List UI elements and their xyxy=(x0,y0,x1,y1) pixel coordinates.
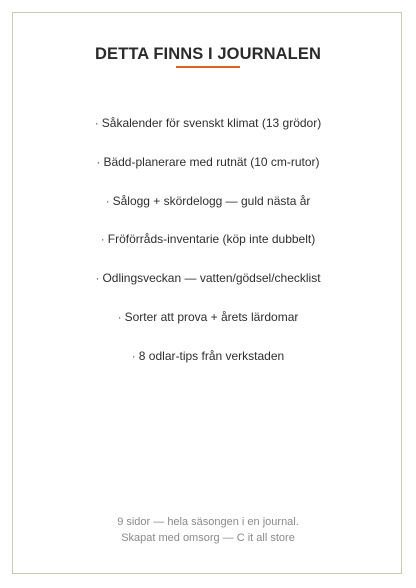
list-item-text: Fröförråds-inventarie (köp inte dubbelt) xyxy=(107,232,316,247)
list-item-text: Sorter att prova + årets lärdomar xyxy=(124,309,299,324)
list-item xyxy=(0,232,416,271)
bullet-icon: · xyxy=(96,154,101,169)
contents-list xyxy=(0,116,416,388)
title-underline xyxy=(176,66,240,68)
page-title: DETTA FINNS I JOURNALEN xyxy=(95,45,321,63)
bullet-icon: · xyxy=(95,271,100,286)
bullet-icon: · xyxy=(131,348,136,363)
list-item xyxy=(0,349,416,388)
list-item xyxy=(0,194,416,233)
bullet-icon: · xyxy=(94,116,99,130)
list-item-text: 8 odlar-tips från verkstaden xyxy=(138,348,285,363)
list-item xyxy=(0,310,416,349)
footer-summary: 9 sidor — hela säsongen i en journal. xyxy=(117,516,299,528)
list-item xyxy=(0,271,416,310)
list-item xyxy=(0,116,416,155)
list-item-text: Bädd-planerare med rutnät (10 cm-rutor) xyxy=(103,154,320,169)
bullet-icon: · xyxy=(117,309,122,324)
list-item-text: Sålogg + skördelogg — guld nästa år xyxy=(112,193,311,208)
bullet-icon: · xyxy=(105,193,110,208)
bullet-icon: · xyxy=(100,232,105,247)
list-item-text: Såkalender för svenskt klimat (13 grödor) xyxy=(101,116,322,130)
footer-credit: Skapat med omsorg — C it all store xyxy=(121,532,295,544)
list-item xyxy=(0,155,416,194)
list-item-text: Odlingsveckan — vatten/gödsel/checklist xyxy=(102,271,321,286)
